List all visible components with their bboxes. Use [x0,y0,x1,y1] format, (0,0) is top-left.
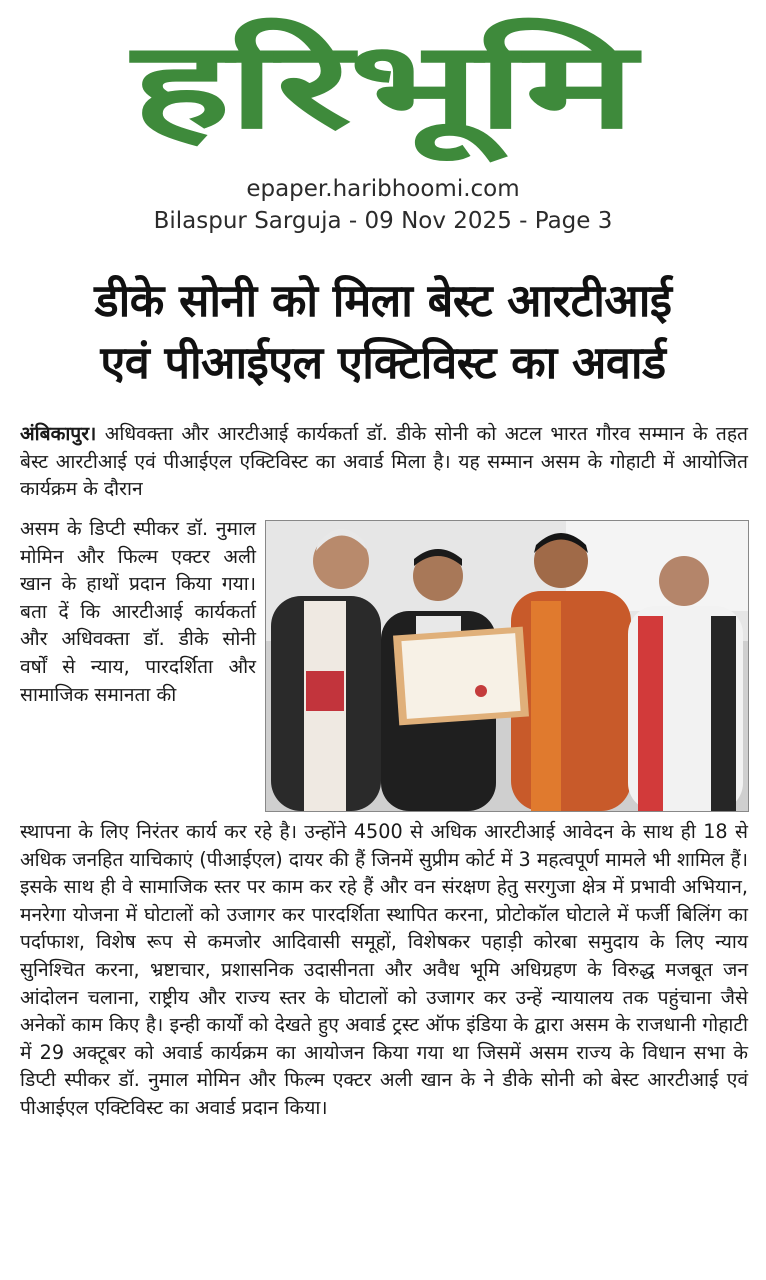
award-ceremony-photo [265,520,749,812]
headline-line-1: डीके सोनी को मिला बेस्ट आरटीआई [94,274,672,327]
masthead [0,14,766,164]
edition-info: Bilaspur Sarguja - 09 Nov 2025 - Page 3 [153,208,613,234]
photo-illustration [266,521,748,811]
article-body: स्थापना के लिए निरंतर कार्य कर रहे है। उन्होंने 4500 से अधिक आरटीआई आवेदन के साथ ही 18 से अधिक जनहित याचिकाएं (पीआईएल) दायर की हैं जिनमें सुप्रीम कोर्ट में 3 महत्वपूर्ण मामले भी शामिल हैं। इसके साथ ही वे सामाजिक स्तर पर काम कर रहे हैं और वन संरक्षण हेतु सरगुजा क्षेत्र में प्रभावी अभियान, मनरेगा योजना में घोटालों को उजागर कर पारदर्शिता स्थापित करना, प्रोटोकॉल घोटाले में फर्जी बिलिंग का पर्दाफाश, विशेष रूप से कमजोर आदिवासी समूहों, विशेषकर पहाड़ी कोरबा समुदाय के लिए न्याय सुनिश्चित करना, भ्रष्टाचार, प्रशासनिक उदासीनता और अवैध भूमि अधिग्रहण के विरुद्ध मजबूत जन आंदोलन चलाना, राष्ट्रीय और राज्य स्तर के घोटालों को उजागर कर उन्हें न्यायालय तक पहुंचाना जैसे अनेकों काम किए है। इन्ही कार्यों को देखते हुए अवार्ड ट्रस्ट ऑफ इंडिया के द्वारा असम के राजधानी गोहाटी में 29 अक्टूबर को अवार्ड कार्यक्रम का आयोजन किया गया था जिसमें असम राज्य के विधान सभा के डिप्टी स्पीकर डॉ. नुमाल मोमिन और फिल्म एक्टर अली खान के ने डीके सोनी को बेस्ट आरटीआई एवं पीआईएल एक्टिविस्ट का अवार्ड प्रदान किया। [20,820,748,1119]
article-side-column: असम के डिप्टी स्पीकर डॉ. नुमाल मोमिन और फिल्म एक्टर अली खान के हाथों प्रदान किया गया। बता दें कि आरटीआई कार्यकर्ता और अधिवक्ता डॉ. डीके सोनी वर्षों से न्याय, पारदर्शिता और सामाजिक समानता की [20,517,256,706]
intro-text: अधिवक्ता और आरटीआई कार्यकर्ता डॉ. डीके सोनी को अटल भारत गौरव सम्मान के तहत बेस्ट आरटीआई एवं पीआईएल एक्टिविस्ट का अवार्ड मिला है। यह सम्मान असम के गोहाटी में आयोजित कार्यक्रम के दौरान [20,422,748,501]
dateline: अंबिकापुर। [20,422,97,445]
haribhoomi-logo: हरिभूमि [132,17,634,156]
article-intro [20,420,748,503]
epaper-url[interactable]: epaper.haribhoomi.com [246,176,520,202]
headline-line-2: एवं पीआईएल एक्टिविस्ट का अवार्ड [100,336,666,389]
article-headline [10,270,756,394]
